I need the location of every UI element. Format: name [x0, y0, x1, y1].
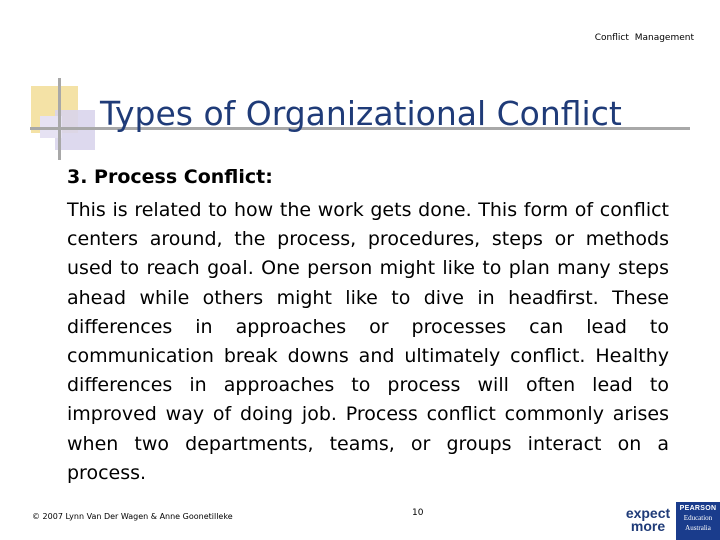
pearson-brand: PEARSON: [679, 505, 717, 512]
footer-copyright: © 2007 Lynn Van Der Wagen & Anne Goonetilleke: [32, 512, 233, 521]
pearson-line2: Australia: [685, 524, 711, 532]
pearson-line1: Education: [683, 514, 713, 522]
slide-body-text: This is related to how the work gets done. This form of conflict centers around, the process, procedures, steps or methods used to reach goal. One person might like to plan many steps ahead while others might like to dive in headfirst. These differences in approaches or processes can lead to communication break downs and ultimately conflict. Healthy differences in approaches to process will often lead to improved way of doing job. Process conflict commonly arises when two departments, teams, or groups interact on a process.: [67, 199, 669, 484]
page-number: 10: [412, 508, 424, 518]
logo-expect-line2: more: [630, 518, 666, 534]
slide-subtitle: 3. Process Conflict:: [67, 166, 273, 188]
expect-more-logo: [624, 507, 672, 533]
header-note: Conflict Management: [594, 33, 694, 43]
pearson-logo: [676, 502, 720, 540]
decor-vertical-rule: [58, 78, 61, 160]
slide-title: Types of Organizational Conflict: [100, 94, 622, 133]
logo-expect-line1: expect: [625, 505, 671, 521]
